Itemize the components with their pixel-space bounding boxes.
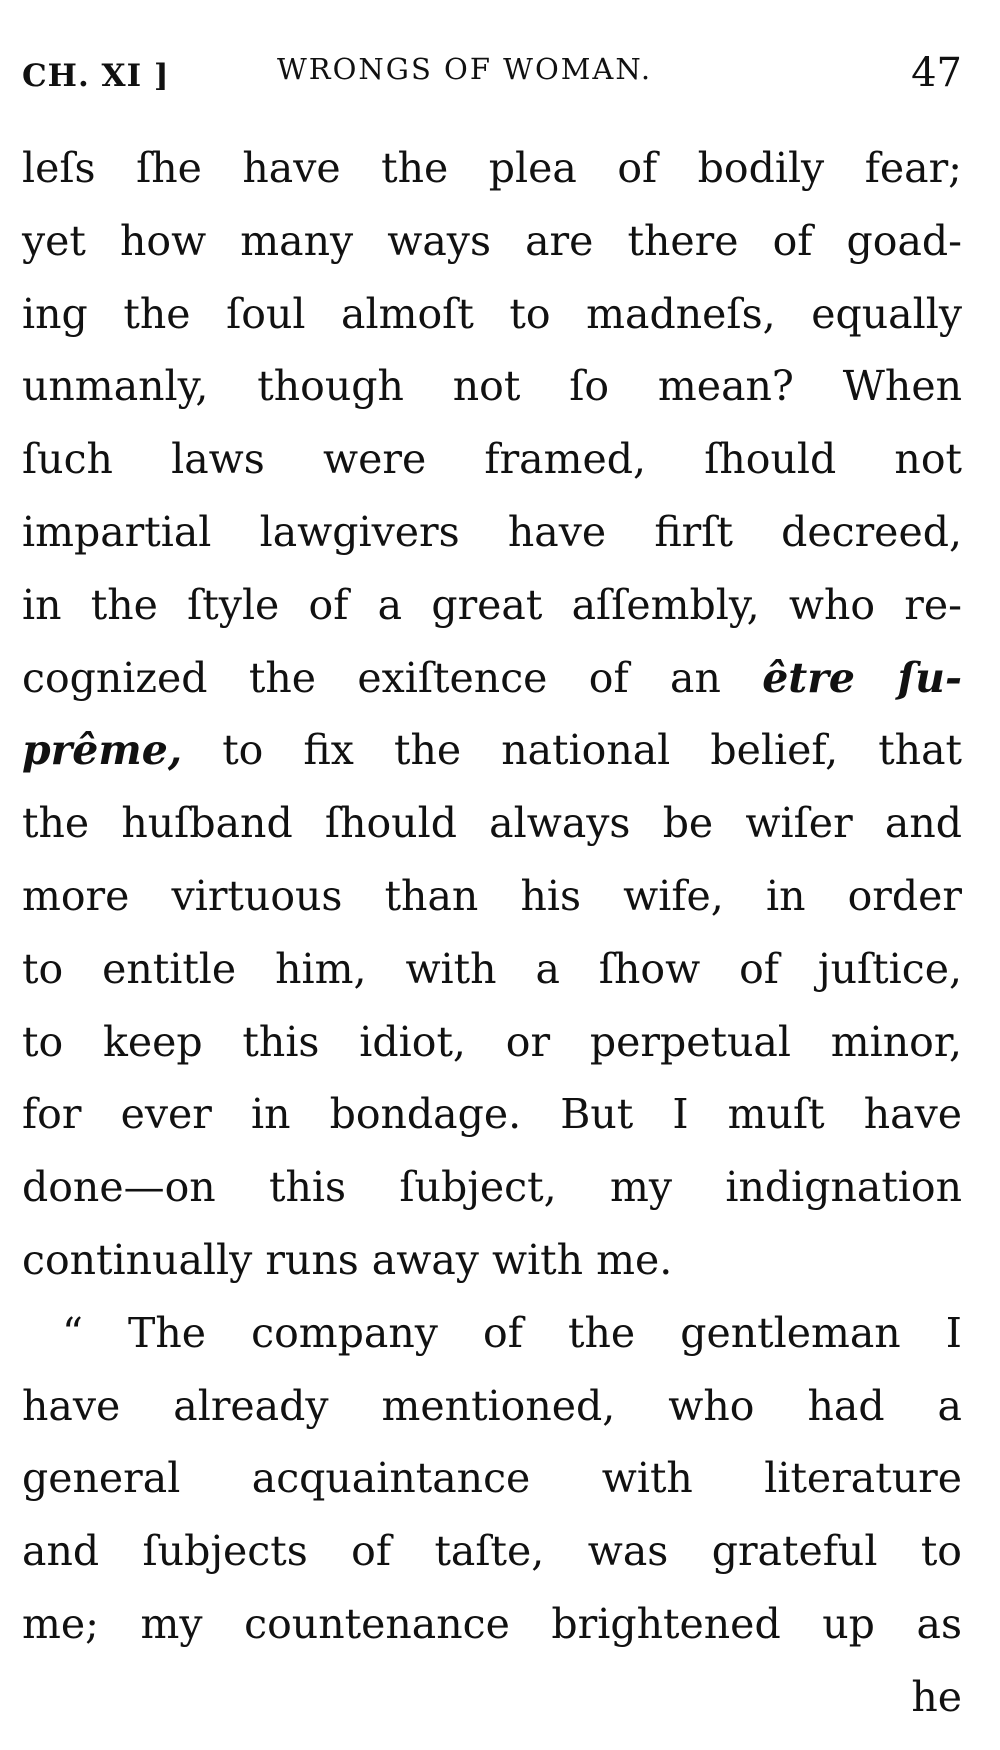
body-text xyxy=(22,132,962,1734)
text-line: to entitle him, with a ſhow of juſtice, xyxy=(22,944,962,993)
text-line: yet how many ways are there of goad- xyxy=(22,216,962,265)
text-line: continually runs away with me. xyxy=(22,1235,673,1284)
text-segment: to fix the national belief, that xyxy=(182,726,962,775)
text-line: ing the ſoul almoſt to madneſs, equally xyxy=(22,289,962,338)
text-line: for ever in bondage. But I muſt have xyxy=(22,1090,962,1139)
text-line: in the ſtyle of a great aſſembly, who re- xyxy=(22,580,962,629)
text-line: have already mentioned, who had a xyxy=(22,1381,962,1430)
text-line: the huſband ſhould always be wiſer and xyxy=(22,799,962,848)
running-title: WRONGS OF WOMAN. xyxy=(277,52,653,86)
italic-phrase: être ſu- xyxy=(762,653,962,702)
text-line: me; my countenance brightened up as xyxy=(22,1599,962,1648)
page-number: 47 xyxy=(911,50,962,96)
running-header xyxy=(22,50,962,110)
text-line: unmanly, though not ſo mean? When xyxy=(22,362,962,411)
text-line: leſs ſhe have the plea of bodily fear; xyxy=(22,144,962,192)
text-line xyxy=(22,642,962,715)
italic-phrase: prême, xyxy=(22,726,183,775)
text-line: general acquaintance with literature xyxy=(22,1454,962,1503)
paragraph-start-line: “ The company of the gentleman I xyxy=(62,1308,962,1357)
text-segment: cognized the exiſtence of an xyxy=(22,653,763,702)
text-line: more virtuous than his wife, in order xyxy=(22,871,962,920)
chapter-label: CH. XI ] xyxy=(22,58,170,94)
text-line: done—on this ſubject, my indignation xyxy=(22,1163,962,1212)
catchword: he xyxy=(911,1672,962,1721)
text-line xyxy=(22,714,962,787)
text-line: to keep this idiot, or perpetual minor, xyxy=(22,1017,962,1066)
text-line: and ſubjects of taſte, was grateful to xyxy=(22,1527,962,1576)
text-line: ſuch laws were framed, ſhould not xyxy=(22,435,962,484)
text-line: impartial lawgivers have firſt decreed, xyxy=(22,507,962,556)
